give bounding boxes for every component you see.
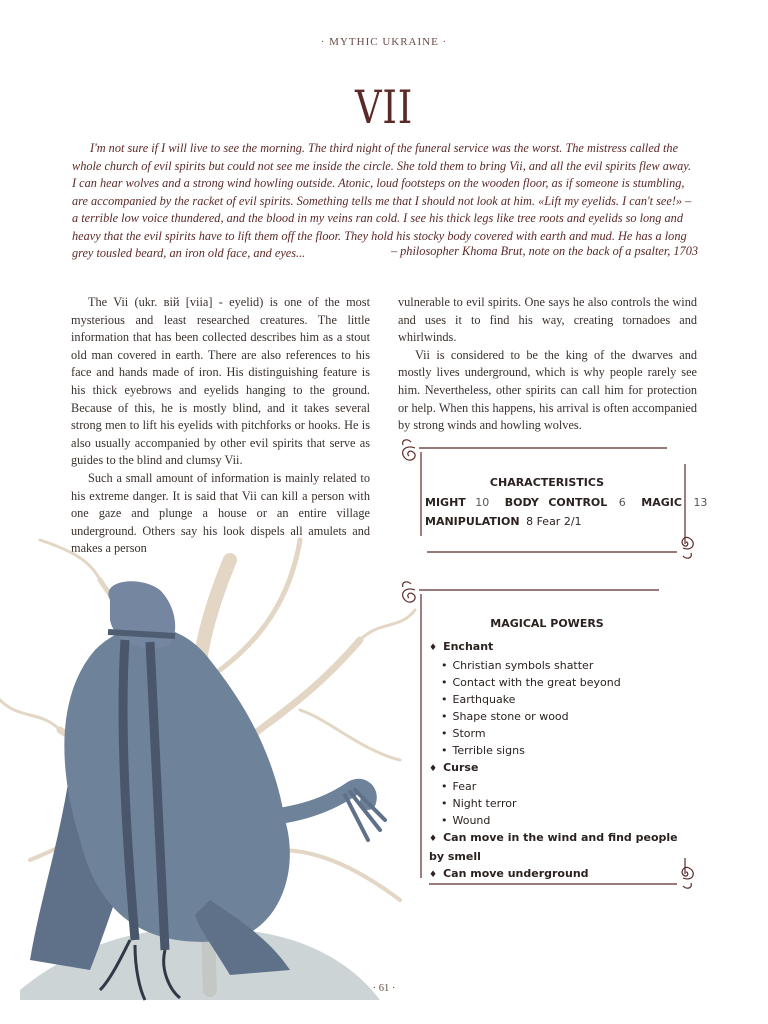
might-label: MIGHT <box>425 496 466 509</box>
manipulation-label: MANIPULATION <box>425 515 520 528</box>
might-value: 10 <box>475 496 490 509</box>
body-paragraph-2-continued: vulnerable to evil spirits. One says he also controls the wind and uses it to find his way, creating tornadoes and whirlwinds. <box>398 295 697 345</box>
body-paragraph-2: Such a small amount of information is mainly related to his extreme danger. It is said that Vii can kill a person with one gaze and plunge a house or an entire village underground. Others say his look dispels all amulets and makes a person <box>71 470 370 556</box>
page-number: · 61 · <box>372 983 396 994</box>
stats-row-2 <box>425 515 582 528</box>
body-control-value: 6 <box>618 496 626 509</box>
magic-label: MAGIC <box>641 496 682 509</box>
magic-value: 13 <box>693 496 708 509</box>
magical-powers-list <box>429 638 689 884</box>
power-subitem: • Shape stone or wood <box>429 708 689 725</box>
running-header: · MYTHIC UKRAINE · <box>320 36 448 48</box>
power-item: ♦ Can move in the wind and find people by smell <box>429 829 689 865</box>
epigraph-attribution: – philosopher Khoma Brut, note on the back of a psalter, 1703 <box>390 244 698 258</box>
power-subitem: • Christian symbols shatter <box>429 657 689 674</box>
power-subitem: • Storm <box>429 725 689 742</box>
page-title: VII <box>354 80 414 134</box>
body-column-right <box>398 294 697 435</box>
power-subitem: • Earthquake <box>429 691 689 708</box>
magical-powers-title: MAGICAL POWERS <box>490 617 604 630</box>
power-subitem: • Fear <box>429 778 689 795</box>
body-paragraph-1: The Vii (ukr. вій [viia] - eyelid) is one of the most mysterious and least researched creatures. The little information that has been collected describes him as a stout old man covered in earth. There are also references to his face and hands made of iron. His distinguishing feature is his thick eyebrows and eyelids hanging to the ground. Because of this, he is mostly blind, and it takes several strong men to lift his eyelids with pitchforks or hooks. He is also usually accompanied by other evil spirits that serve as guides to the blind and clumsy Vii. <box>71 295 370 468</box>
power-item: ♦ Enchant <box>429 638 689 657</box>
power-subitem: • Night terror <box>429 795 689 812</box>
characteristics-title: CHARACTERISTICS <box>489 476 605 489</box>
power-subitem: • Terrible signs <box>429 742 689 759</box>
body-label: BODY <box>504 496 539 509</box>
power-subitem: • Contact with the great beyond <box>429 674 689 691</box>
epigraph-quote: I'm not sure if I will live to see the morning. The third night of the funeral service was the worst. The mistress called the whole church of evil spirits but could not see me inside the circle. She told them to bring Vii, and all the evil spirits flew away. I can hear wolves and a strong wind howling outside. Atonic, loud footsteps on the wooden floor, as if someone is stumbling, are accompanied by the racket of evil spirits. Something tells me that I should not look at him. «Lift my eyelids. I can't see!» – a terrible low voice thundered, and the blood in my veins ran cold. I see his thick legs like tree roots and eyelids so long and heavy that the evil spirits have to lift them off the floor. They hold his stocky body covered with earth and mud. He has a long grey tousled beard, an iron old face, and eyes... <box>72 141 692 260</box>
manipulation-and-fear-values: 8 Fear 2/1 <box>526 515 582 528</box>
body-paragraph-3: Vii is considered to be the king of the dwarves and mostly lives underground, which is why people rarely see him. Nevertheless, other spirits can call him for protection or help. When this happens, his arrival is often accompanied by strong winds and howling wolves. <box>398 347 697 433</box>
body-column-left <box>71 294 370 558</box>
control-label: CONTROL <box>548 496 608 509</box>
power-subitem: • Wound <box>429 812 689 829</box>
characteristics-box <box>397 436 708 564</box>
power-item: ♦ Can move underground <box>429 865 689 884</box>
power-item: ♦ Curse <box>429 759 689 778</box>
magical-powers-box <box>397 578 697 900</box>
vii-creature-illustration <box>0 520 420 1010</box>
stats-row-1 <box>425 496 707 509</box>
